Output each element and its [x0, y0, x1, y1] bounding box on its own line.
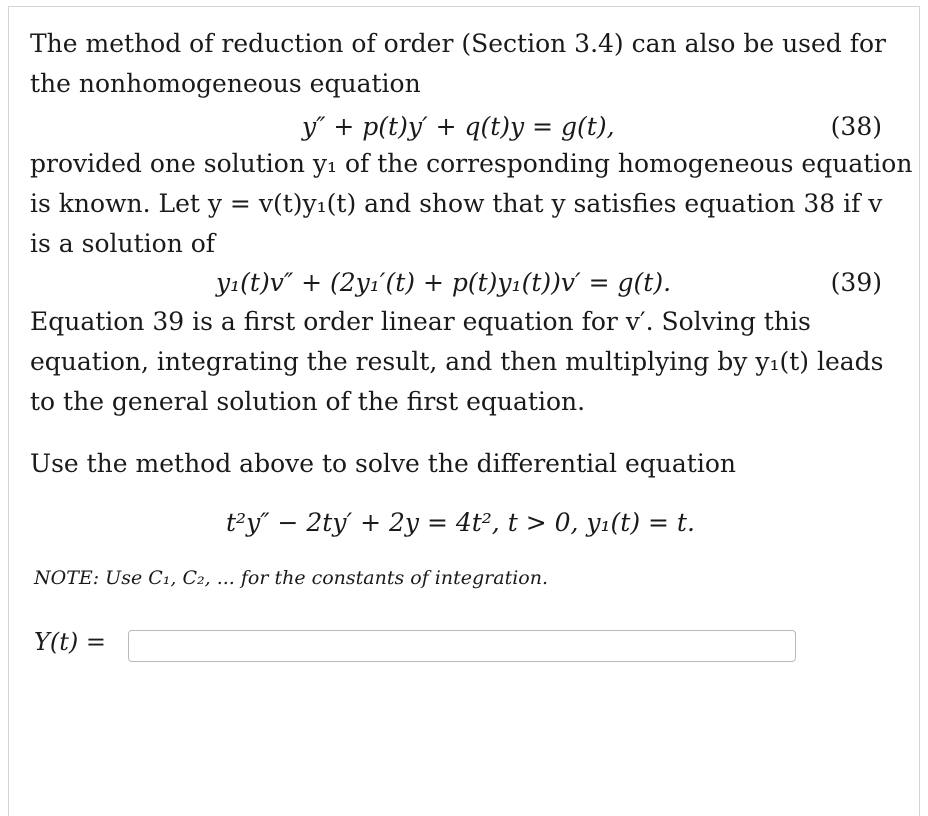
paragraph-line: Equation 39 is a first order linear equation for v′. Solving this [30, 307, 811, 336]
main-equation: t²y″ − 2ty′ + 2y = 4t², t > 0, y₁(t) = t. [226, 508, 695, 537]
equation-39: y₁(t)v″ + (2y₁′(t) + p(t)y₁(t))v′ = g(t). [216, 268, 672, 297]
equation-38: y″ + p(t)y′ + q(t)y = g(t), [302, 112, 615, 141]
paragraph-line: to the general solution of the first equation. [30, 387, 586, 416]
paragraph-line: the nonhomogeneous equation [30, 69, 421, 98]
paragraph-line: Use the method above to solve the differential equation [30, 449, 736, 478]
equation-number-38: (38) [830, 112, 882, 141]
paragraph-line: is a solution of [30, 229, 216, 258]
paragraph-line: is known. Let y = v(t)y₁(t) and show that y satisfies equation 38 if v [30, 189, 883, 218]
answer-input[interactable] [128, 630, 796, 662]
answer-label: Y(t) = [34, 628, 106, 656]
note-text: NOTE: Use C₁, C₂, ... for the constants of integration. [34, 567, 549, 589]
paragraph-line: provided one solution y₁ of the corresponding homogeneous equation [30, 149, 913, 178]
paragraph-line: equation, integrating the result, and then multiplying by y₁(t) leads [30, 347, 884, 376]
equation-number-39: (39) [830, 268, 882, 297]
paragraph-line: The method of reduction of order (Section 3.4) can also be used for [30, 29, 886, 58]
